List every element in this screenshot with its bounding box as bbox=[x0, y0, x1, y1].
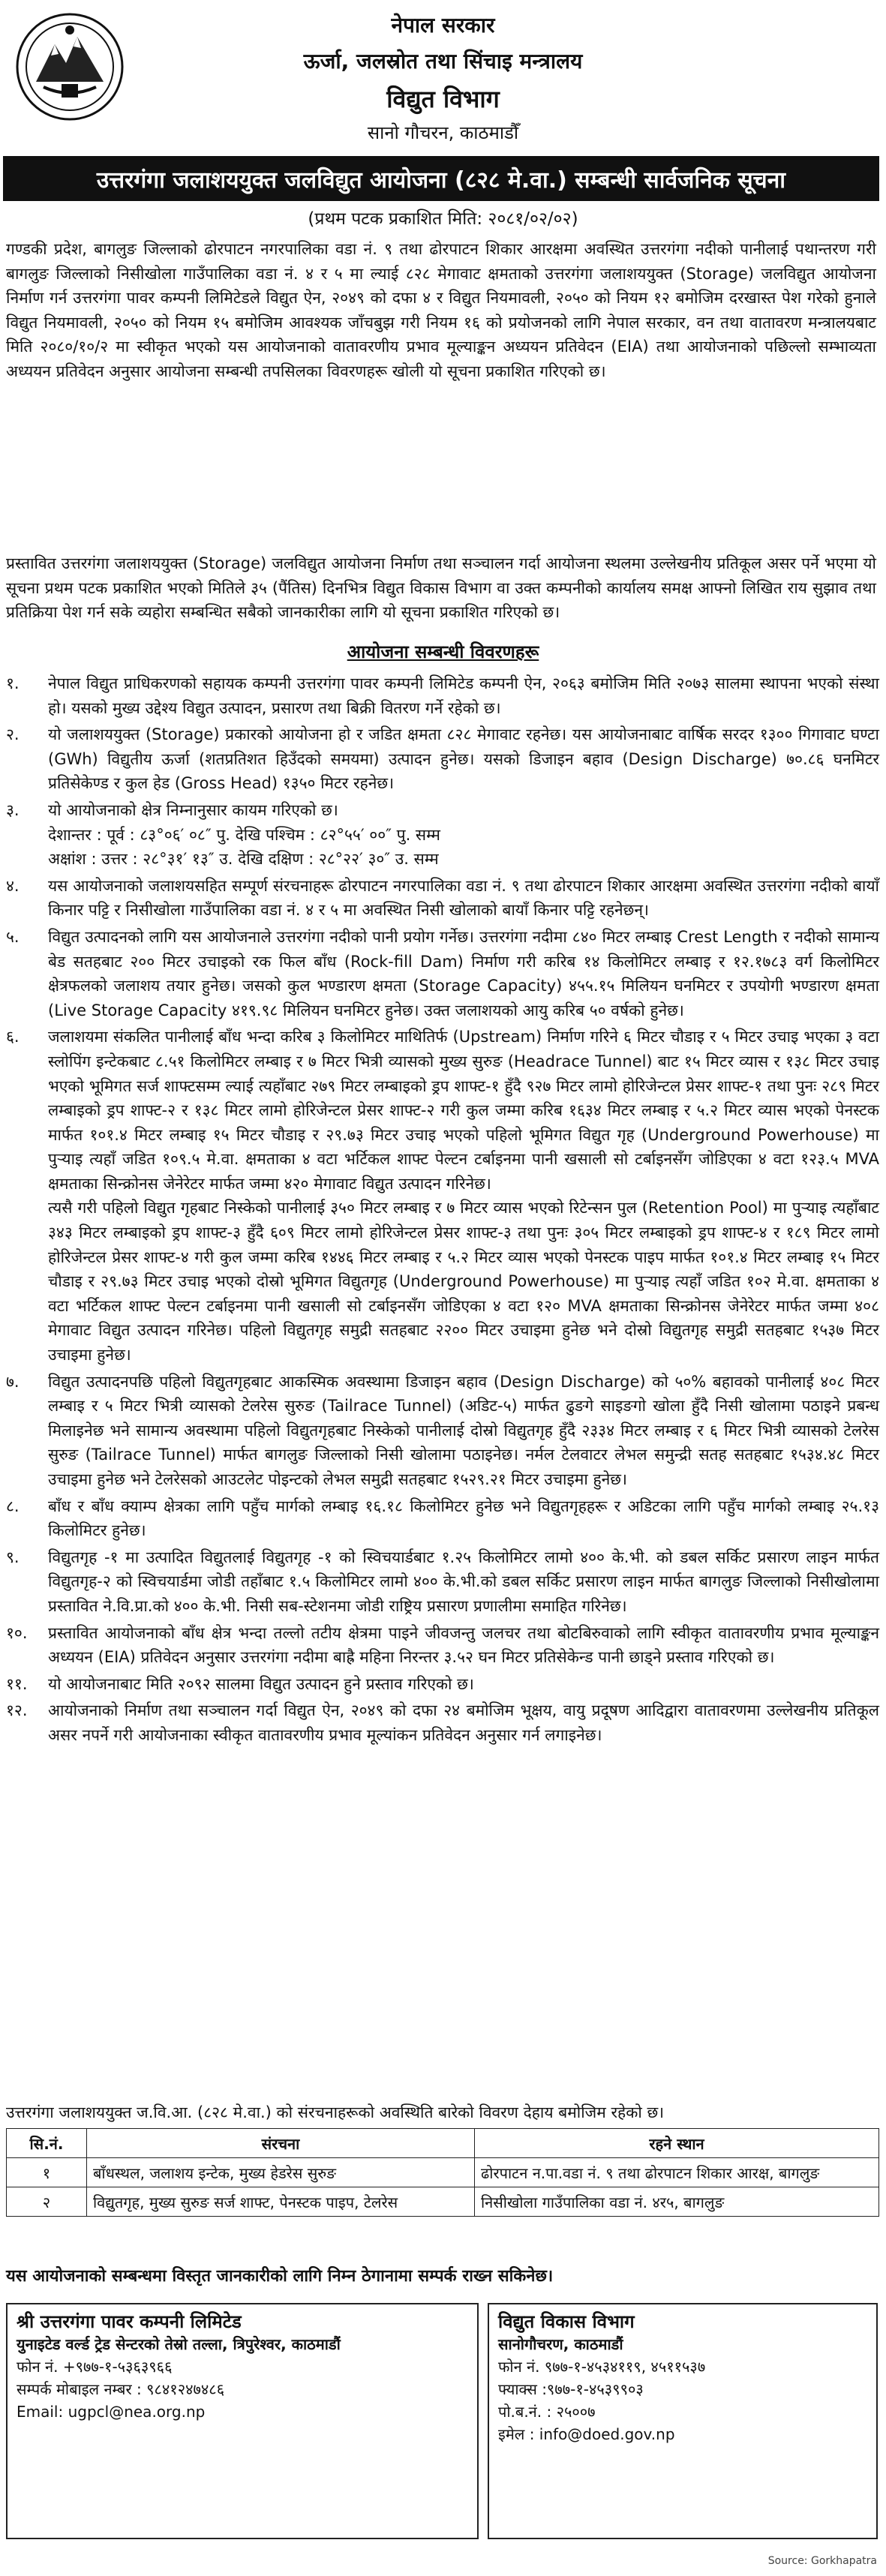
government-name: नेपाल सरकार bbox=[391, 13, 495, 38]
item-text: जलाशयमा संकलित पानीलाई बाँध भन्दा करिब ३ किलोमिटर माथितिर्फ (Upstream) निर्माण गरिने ६ मिटर चौडाइ र ५ मिटर उचाइ भएका ३ वटा स्लोपिंग इन्टेकबाट ८.५१ किलोमिटर लम्बाइ र ७ मिटर भित्री व्यासको मुख्य सुरुङ (Headrace Tunnel) बाट १५ मिटर व्यास र १३८ मिटर उचाइ भएको भूमिगत सर्ज शाफ्टसम्म ल्याई त्यहाँबाट २७९ मिटर लम्बाइको ड्रप शाफ्ट-१ हुँदै ९२७ मिटर लामो होरिजेन्टल प्रेसर शाफ्ट-१ तथा पुनः २८९ मिटर लम्बाइको ड्रप शाफ्ट-२ र १३८ मिटर लामो होरिजेन्टल प्रेसर शाफ्ट-२ गरी कुल जम्मा करिब १६३४ मिटर लम्बाइ र ५.२ मिटर व्यास भएको पेनस्टक मार्फत १०१.४ मिटर लम्बाइ १५ मिटर चौडाइ र २९.७३ मिटर उचाइ भएको पहिलो भूमिगत विद्युत गृह (Underground Powerhouse) मा पुऱ्याइ त्यहाँ जडित १०९.५ मे.वा. क्षमताका ४ वटा भर्टिकल शाफ्ट पेल्टन टर्बाइनमा पानी खसाली सो टर्बाइनसँग जोडिएका ४ वटा १२३.५ MVA क्षमताका सिन्क्रोनस जेनेरेटर मार्फत जम्मा ४२० मेगावाट विद्युत उत्पादन गरिनेछ। bbox=[48, 1028, 879, 1193]
item-text: विद्युत उत्पादनपछि पहिलो विद्युतगृहबाट आकस्मिक अवस्थामा डिजाइन बहाव (Design Discharge) को ५०% बहावको पानीलाई ४०८ मिटर लम्बाइ र ५ मिटर भित्री व्यासको टेलरेस सुरुङ (Tailrace Tunnel) (अडिट-५) मार्फत ढुङगे साइङगो खोला हुँदै निसी खोलामा पठाइने प्रबन्ध मिलाइनेछ भने सामान्य अवस्थामा पहिलो विद्युतगृहबाट निस्केको पानीलाई दोस्रो विद्युतगृह हुँदै २३३४ मिटर लम्बाइ र ६ मिटर भित्री व्यासको टेलरेस सुरुङ (Tailrace Tunnel) मार्फत बागलुङ जिल्लाको निसी खोलामा पठाइनेछ। नर्मल टेलवाटर लेभल समुन्द्री सतह सतहबाट १५३४.४८ मिटर उचाइमा हुनेछ भने टेलरेसको आउटलेट पोइन्टको लेभल समुद्री सतहबाट १५२९.२१ मिटर उचाइमा हुनेछ। bbox=[48, 1372, 879, 1488]
table-row bbox=[7, 2187, 879, 2217]
list-item bbox=[6, 1621, 879, 1670]
list-item bbox=[6, 1698, 879, 1747]
item-number: ५. bbox=[6, 927, 20, 946]
item-number: १२. bbox=[6, 1701, 28, 1720]
list-item bbox=[6, 671, 879, 720]
department-address: सानो गौचरन, काठमाडौँ bbox=[367, 122, 519, 143]
notice-header bbox=[0, 0, 886, 154]
list-item bbox=[6, 1025, 879, 1367]
item-number: ६. bbox=[6, 1028, 20, 1046]
structure-location-table bbox=[6, 2128, 879, 2217]
item-number: ८. bbox=[6, 1497, 20, 1515]
company-contact-box bbox=[6, 2303, 479, 2539]
project-details-list bbox=[6, 671, 879, 1750]
source-credit: Source: Gorkhapatra bbox=[767, 2555, 877, 2567]
item-text: यो आयोजनाको क्षेत्र निम्नानुसार कायम गरिएको छ। bbox=[48, 800, 338, 819]
ministry-name: ऊर्जा, जलस्रोत तथा सिंचाइ मन्त्रालय bbox=[303, 49, 583, 74]
list-item bbox=[6, 1370, 879, 1492]
list-item bbox=[6, 1672, 879, 1697]
item-number: ४. bbox=[6, 876, 20, 895]
publication-date: (प्रथम पटक प्रकाशित मिति: २०८१/०२/०२) bbox=[308, 209, 578, 229]
department-phone: फोन नं. ९७७-१-४५३४११९, ४५११५३७ bbox=[498, 2358, 706, 2376]
item-number: ३. bbox=[6, 800, 20, 819]
company-phone: फोन नं. +९७७-१-५३६३९६६ bbox=[17, 2358, 173, 2376]
list-item bbox=[6, 1545, 879, 1619]
item-text: बाँध र बाँध क्याम्प क्षेत्रका लागि पहुँच मार्गको लम्बाइ १६.१८ किलोमिटर हुनेछ भने विद्युतगृहहरू र अडिटका लागि पहुँच मार्गको लम्बाइ २५.१३ किलोमिटर हुनेछ। bbox=[48, 1497, 879, 1540]
section-heading: आयोजना सम्बन्धी विवरणहरू bbox=[347, 641, 539, 662]
item-number: ७. bbox=[6, 1372, 20, 1391]
item-number: ११. bbox=[6, 1674, 28, 1693]
company-email[interactable]: Email: ugpcl@nea.org.np bbox=[17, 2403, 206, 2421]
latitude-range: अक्षांश : उत्तर : २८°३१′ १३″ उ. देखि दक्षिण : २८°२२′ ३०″ उ. सम्म bbox=[48, 850, 439, 869]
column-header: रहने स्थान bbox=[475, 2129, 879, 2158]
item-number: ९. bbox=[6, 1548, 20, 1566]
item-text: प्रस्तावित आयोजनाको बाँध क्षेत्र भन्दा तल्लो तटीय क्षेत्रमा पाइने जीवजन्तु जलचर तथा बोटबिरुवाको लागि स्वीकृत वातावरणीय प्रभाव मूल्याङ्कन अध्ययन (EIA) प्रतिवेदन अनुसार उत्तरगंगा नदीमा बाह्रै महिना निरन्तर ३.५२ घन मिटर प्रतिसेकेन्ड पानी छाड्ने प्रस्ताव गरिएको छ। bbox=[48, 1623, 879, 1667]
list-item bbox=[6, 874, 879, 923]
list-item bbox=[6, 798, 879, 872]
table-cell: निसीखोला गाउँपालिका वडा नं. ४र५, बागलुङ bbox=[475, 2187, 879, 2217]
list-item bbox=[6, 722, 879, 796]
table-cell: बाँधस्थल, जलाशय इन्टेक, मुख्य हेडरेस सुरुङ bbox=[87, 2158, 475, 2187]
table-row bbox=[7, 2158, 879, 2187]
item-number: १०. bbox=[6, 1623, 28, 1642]
intro-paragraph-2: प्रस्तावित उत्तरगंगा जलाशययुक्त (Storage) जलविद्युत आयोजना निर्माण तथा सञ्चालन गर्दा आयोजना स्थलमा उल्लेखनीय प्रतिकूल असर पर्ने भएमा यो सूचना प्रथम पटक प्रकाशित भएको मितिले ३५ (पैंतिस) दिनभित्र विद्युत विकास विभाग वा उक्त कम्पनीको कार्यालय समक्ष आफ्नो लिखित राय सुझाव तथा प्रतिक्रिया पेश गर्न सके व्यहोरा सम्बन्धित सबैको जानकारीका लागि यो सूचना प्रकाशित गरिएको छ। bbox=[6, 554, 876, 622]
item-text: विद्युतगृह -१ मा उत्पादित विद्युतलाई विद्युतगृह -१ को स्विचयार्डबाट १.२५ किलोमिटर लामो ४०० के.भी. को डबल सर्किट प्रसारण लाइन मार्फत विद्युतगृह-२ को स्विचयार्डमा जोडी तहाँबाट १.५ किलोमिटर लामो ४०० के.भी.को डबल सर्किट प्रसारण लाइन मार्फत बागलुङ जिल्लाको निसीखोलामा प्रस्तावित ने.वि.प्रा.को ४०० के.भी. निसी सब-स्टेशनमा जोडी राष्ट्रिय प्रसारण प्रणालीमा समाहित गरिनेछ। bbox=[48, 1548, 879, 1615]
table-cell: १ bbox=[7, 2158, 87, 2187]
column-header: सि.नं. bbox=[7, 2129, 87, 2158]
column-header: संरचना bbox=[87, 2129, 475, 2158]
department-pobox: पो.ब.नं. : २५००७ bbox=[498, 2403, 596, 2421]
list-item bbox=[6, 1494, 879, 1543]
company-name: श्री उत्तरगंगा पावर कम्पनी लिमिटेड bbox=[17, 2311, 242, 2332]
table-cell: विद्युतगृह, मुख्य सुरुङ सर्ज शाफ्ट, पेनस्टक पाइप, टेलरेस bbox=[87, 2187, 475, 2217]
contact-note: यस आयोजनाको सम्बन्धमा विस्तृत जानकारीको लागि निम्न ठेगानामा सम्पर्क राख्न सकिनेछ। bbox=[6, 2267, 554, 2286]
item-text-continued: त्यसै गरी पहिलो विद्युत गृहबाट निस्केको पानीलाई ३५० मिटर लम्बाइ र ७ मिटर व्यास भएको रिटेन्सन पुल (Retention Pool) मा पुऱ्याइ त्यहाँबाट ३४३ मिटर लम्बाइको ड्रप शाफ्ट-३ हुँदै ६०९ मिटर लामो होरिजेन्टल प्रेसर शाफ्ट-३ तथा पुनः ३०५ मिटर लम्बाइको ड्रप शाफ्ट-४ र १८९ मिटर लामो होरिजेन्टल प्रेसर शाफ्ट-४ गरी कुल जम्मा करिब १४४६ मिटर लम्बाइ र ५.२ मिटर व्यास भएको पेनस्टक पाइप मार्फत १०१.४ मिटर लम्बाइ १५ मिटर चौडाइ र २९.७३ मिटर उचाइ भएको दोस्रो भूमिगत विद्युतगृह (Underground Powerhouse) मा पुऱ्याइ त्यहाँ जडित १०२ मे.वा. क्षमताका ४ वटा भर्टिकल शाफ्ट पेल्टन टर्बाइनमा पानी खसाली सो टर्बाइनसँग जोडिएका ४ वटा १२० MVA क्षमताका सिन्क्रोनस जेनेरेटर मार्फत जम्मा ४०८ मेगावाट विद्युत उत्पादन गरिनेछ। पहिलो विद्युतगृह समुद्री सतहबाट २२०० मिटर उचाइमा हुनेछ भने दोस्रो विद्युतगृह समुद्री सतहबाट १५३७ मिटर उचाइमा हुनेछ। bbox=[48, 1199, 879, 1365]
department-email[interactable]: इमेल : info@doed.gov.np bbox=[498, 2425, 675, 2443]
department-contact-box bbox=[488, 2303, 878, 2539]
department-fax: फ्याक्स :९७७-१-४५३९९०३ bbox=[498, 2380, 644, 2398]
company-mobile: सम्पर्क मोबाइल नम्बर : ९८४१२४७४८६ bbox=[17, 2380, 225, 2398]
item-text: आयोजनाको निर्माण तथा सञ्चालन गर्दा विद्युत ऐन, २०४९ को दफा २४ बमोजिम भूक्षय, वायु प्रदूषण आदिद्वारा वातावरणमा उल्लेखनीय प्रतिकूल असर नपर्ने गरी आयोजनाका स्वीकृत वातावरणीय प्रभाव मूल्यांकन प्रतिवेदन अनुसार गर्न लगाइनेछ। bbox=[48, 1701, 879, 1744]
structure-location-intro: उत्तरगंगा जलाशययुक्त ज.वि.आ. (८२८ मे.वा.) को संरचनाहरूको अवस्थिति बारेको विवरण देहाय बमोजिम रहेको छ। bbox=[6, 2103, 665, 2121]
list-item bbox=[6, 925, 879, 1022]
item-text: यो जलाशययुक्त (Storage) प्रकारको आयोजना हो र जडित क्षमता ८२८ मेगावाट रहनेछ। यस आयोजनाबाट वार्षिक सरदर १३०० गिगावाट घण्टा (GWh) विद्युतीय ऊर्जा (शतप्रतिशत हिउँदको समयमा) उत्पादन हुनेछ। यसको डिजाइन बहाव (Design Discharge) ७०.८६ घनमिटर प्रतिसेकेण्ड र कुल हेड (Gross Head) १३५० मिटर रहनेछ। bbox=[48, 725, 879, 793]
item-text: विद्युत उत्पादनको लागि यस आयोजनाले उत्तरगंगा नदीको पानी प्रयोग गर्नेछ। उत्तरगंगा नदीमा ८४० मिटर लम्बाइ Crest Length र नदीको सामान्य बेड सतहबाट २०० मिटर उचाइको रक फिल बाँध (Rock-fill Dam) निर्माण गरी करिब १४ किलोमिटर लम्बाइ र १२.१७८३ वर्ग किलोमिटर क्षेत्रफलको जलाशय तयार हुनेछ। जसको कुल भण्डारण क्षमता (Storage Capacity) ४५५.१५ मिलियन घनमिटर र उपयोगी भण्डारण क्षमता (Live Storage Capacity ४१९.९८ मिलियन घनमिटर हुनेछ। उक्त जलाशयको आयु करिब ५० वर्षको हुनेछ। bbox=[48, 927, 879, 1019]
item-number: २. bbox=[6, 725, 20, 744]
table-header-row bbox=[7, 2129, 879, 2158]
longitude-range: देशान्तर : पूर्व : ८३°०६′ ०८″ पु. देखि पश्चिम : ८२°५५′ ००″ पु. सम्म bbox=[48, 825, 440, 844]
department-name: विद्युत विभाग bbox=[386, 85, 500, 113]
item-text: यो आयोजनाबाट मिति २०९२ सालमा विद्युत उत्पादन हुने प्रस्ताव गरिएको छ। bbox=[48, 1674, 474, 1693]
item-text: नेपाल विद्युत प्राधिकरणको सहायक कम्पनी उत्तरगंगा पावर कम्पनी लिमिटेड कम्पनी ऐन, २०६३ बमोजिम मिति २०७३ सालमा स्थापना भएको संस्था हो। यसको मुख्य उद्देश्य विद्युत उत्पादन, प्रसारण तथा बिक्री वितरण गर्ने रहेको छ। bbox=[48, 674, 879, 717]
department-contact-address: सानोगौचरण, काठमाडौं bbox=[498, 2335, 623, 2353]
notice-title: उत्तरगंगा जलाशययुक्त जलविद्युत आयोजना (८२८ मे.वा.) सम्बन्धी सार्वजनिक सूचना bbox=[3, 156, 879, 201]
table-cell: ढोरपाटन न.पा.वडा नं. ९ तथा ढोरपाटन शिकार आरक्ष, बागलुङ bbox=[475, 2158, 879, 2187]
table-cell: २ bbox=[7, 2187, 87, 2217]
company-address: युनाइटेड वर्ल्ड ट्रेड सेन्टरको तेस्रो तल्ला, त्रिपुरेश्वर, काठमाडौं bbox=[17, 2335, 341, 2353]
department-contact-name: विद्युत विकास विभाग bbox=[498, 2311, 635, 2332]
item-number: १. bbox=[6, 674, 20, 692]
intro-paragraph-1: गण्डकी प्रदेश, बागलुङ जिल्लाको ढोरपाटन नगरपालिका वडा नं. ९ तथा ढोरपाटन शिकार आरक्षमा अवस्थित उत्तरगंगा नदीको पानीलाई पथान्तरण गरी बागलुङ जिल्लाको निसीखोला गाउँपालिका वडा नं. ४ र ५ मा ल्याई ८२८ मेगावाट क्षमताको उत्तरगंगा जलाशययुक्त (Storage) जलविद्युत आयोजना निर्माण गर्न उत्तरगंगा पावर कम्पनी लिमिटेडले विद्युत ऐन, २०४९ को दफा ४ र विद्युत नियमावली, २०५० को नियम १२ बमोजिम दरखास्त पेश गरेको हुनाले विद्युत नियमावली, २०५० को नियम १५ बमोजिम आवश्यक जाँचबुझ गरी नियम १६ को प्रयोजनको लागि नेपाल सरकार, वन तथा वातावरण मन्त्रालयबाट मिति २०८०/१०/२ मा स्वीकृत भएको यस आयोजनाको वातावरणीय प्रभाव मूल्याङ्कन अध्ययन प्रतिवेदन (EIA) तथा आयोजनाको पछिल्लो सम्भाव्यता अध्ययन प्रतिवेदन अनुसार आयोजना सम्बन्धी तपसिलका विवरणहरू खोली यो सूचना प्रकाशित गरिएको छ। bbox=[6, 240, 876, 380]
item-text: यस आयोजनाको जलाशयसहित सम्पूर्ण संरचनाहरू ढोरपाटन नगरपालिका वडा नं. ९ तथा ढोरपाटन शिकार आरक्षमा अवस्थित उत्तरगंगा नदीको बायाँ किनार पट्टि र निसीखोला गाउँपालिका वडा नं. ४ र ५ मा अवस्थित निसी खोलाको बायाँ किनार पट्टि रहनेछन्। bbox=[48, 876, 879, 920]
